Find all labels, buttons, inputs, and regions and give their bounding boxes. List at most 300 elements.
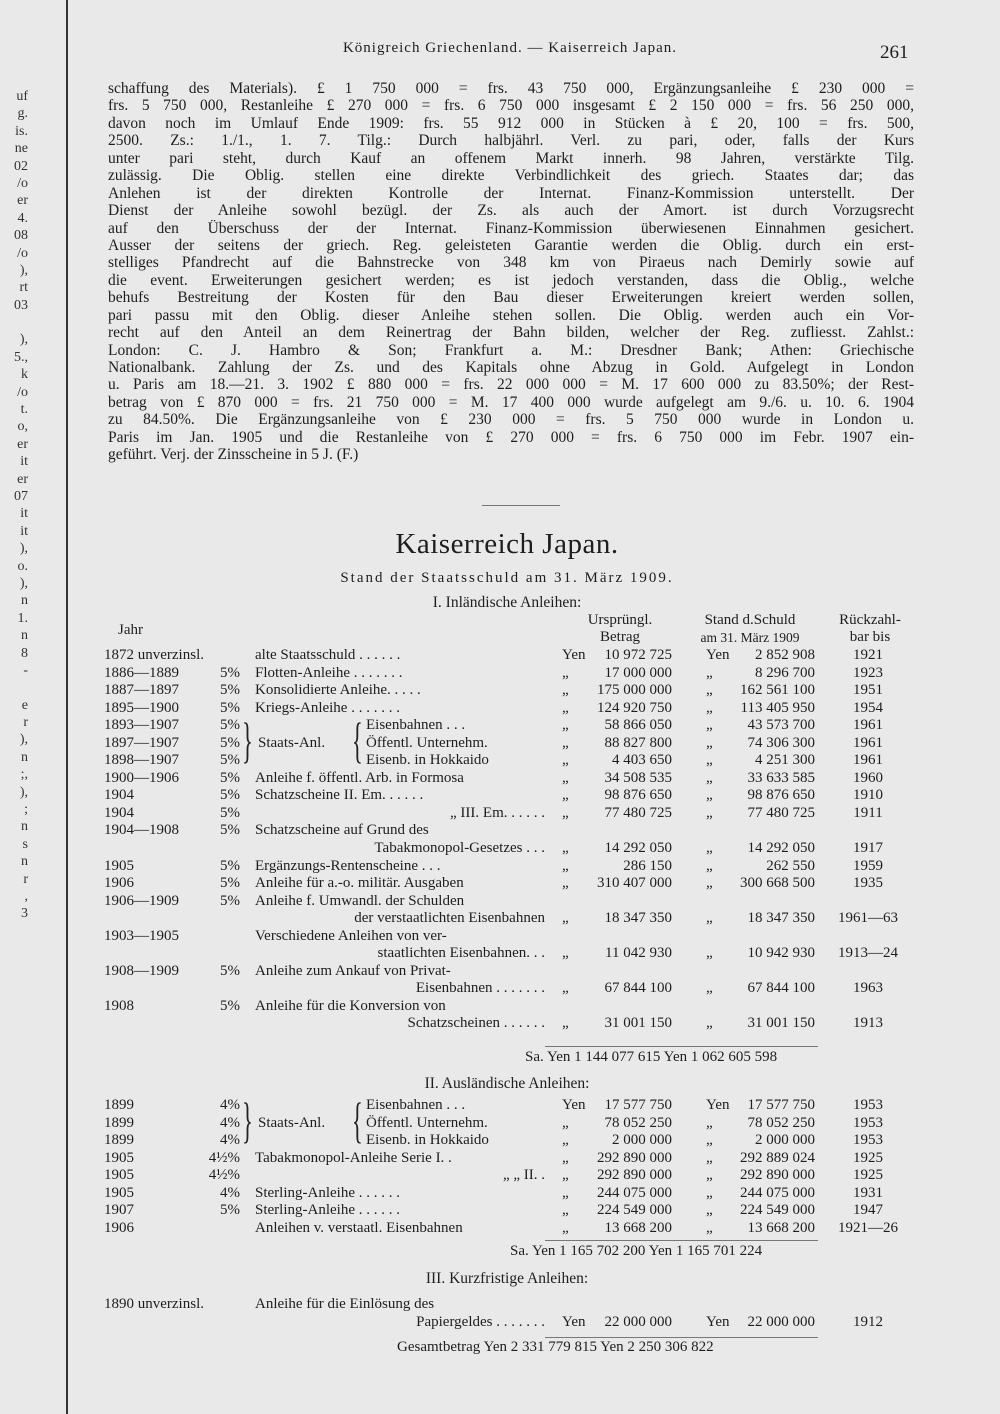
year-cell: 1898—1907 — [104, 752, 179, 769]
table-row — [0, 1296, 1000, 1314]
description-cell: Eisenb. in Hokkaido — [366, 1132, 489, 1149]
paragraph-line: recht auf den Anteil an dem Reinertrag der Bahn bilden, welcher der Reg. zufliesst. Zahlst.: — [108, 324, 914, 342]
currency-mark: „ — [562, 875, 569, 892]
table-row — [0, 858, 1000, 876]
paragraph-line: frs. 5 750 000, Restanleihe £ 270 000 = frs. 6 750 000 insgesamt £ 2 150 000 = frs. 56 250 000, — [108, 97, 914, 115]
margin-fragment: e — [21, 697, 28, 713]
rate-cell: 4½% — [208, 1167, 240, 1184]
repayable-cell: 1910 — [853, 787, 883, 804]
table-row — [0, 963, 1000, 981]
original-amount-cell: 98 876 650 — [604, 787, 672, 804]
outstanding-amount-cell: 22 000 000 — [747, 1313, 815, 1330]
description-cell: alte Staatsschuld . . . . . . — [255, 647, 401, 663]
rate-cell: 5% — [220, 962, 240, 979]
rate-cell: 5% — [220, 699, 240, 716]
currency-mark: „ — [706, 717, 713, 734]
rate-cell: 5% — [220, 857, 240, 874]
description-cell: Sterling-Anleihe . . . . . . — [255, 1202, 400, 1219]
table-row — [0, 770, 1000, 788]
original-amount-cell: 17 577 750 — [604, 1097, 672, 1113]
margin-fragment: er — [17, 436, 28, 452]
repayable-cell: 1960 — [853, 769, 883, 786]
margin-fragment: n — [21, 854, 28, 870]
currency-mark: „ — [562, 787, 569, 804]
description-cell: staatlichten Eisenbahnen. . . — [377, 945, 545, 962]
description-cell: Verschiedene Anleihen von ver- — [255, 927, 447, 944]
repayable-cell: 1913—24 — [838, 945, 898, 962]
currency-mark: „ — [562, 1184, 569, 1201]
description-cell: Anleihen v. verstaatl. Eisenbahnen — [255, 1219, 463, 1236]
margin-fragment: n — [21, 628, 28, 644]
header-outstanding-line2: am 31. März 1909 — [700, 630, 800, 645]
table-row — [0, 1185, 1000, 1203]
paragraph-line: Ausser der seitens der griech. Reg. geleisteten Garantie werden die Oblig. durch ein erst- — [108, 236, 914, 254]
rate-cell: 4% — [220, 1132, 240, 1149]
currency-mark: „ — [562, 699, 569, 716]
currency-mark: „ — [562, 734, 569, 751]
outstanding-amount-cell: 77 480 725 — [747, 804, 815, 821]
currency-mark: Yen — [562, 647, 586, 663]
paragraph-line: Anlehen ist der direkten Kontrolle der Internat. Finanz-Kommission unterstellt. Der — [108, 184, 914, 202]
right-brace-icon: } — [242, 712, 253, 769]
section-subtitle: Stand der Staatsschuld am 31. März 1909. — [340, 570, 674, 586]
margin-fragment — [0, 314, 28, 331]
section-divider — [482, 505, 560, 506]
currency-mark: Yen — [706, 1313, 730, 1330]
description-cell: Eisenbahnen . . . . . . . — [415, 980, 545, 997]
margin-fragment: ;, — [20, 767, 28, 783]
section1-sum: Sa. Yen 1 144 077 615 Yen 1 062 605 598 — [525, 1049, 778, 1065]
original-amount-cell: 22 000 000 — [604, 1313, 672, 1330]
currency-mark: „ — [706, 1015, 713, 1032]
outstanding-amount-cell: 292 889 024 — [740, 1149, 815, 1166]
margin-fragment: 8 — [21, 645, 28, 661]
margin-fragment: ), — [19, 332, 28, 348]
table-row — [0, 875, 1000, 893]
outstanding-amount-cell: 10 942 930 — [747, 945, 815, 962]
paragraph-line: stelliges Pfandrecht auf die Bahnstrecke von 348 km von Piraeus nach Demirly sowie auf — [108, 254, 914, 272]
currency-mark: Yen — [706, 647, 730, 663]
year-cell: 1899 — [104, 1132, 134, 1149]
repayable-cell: 1923 — [853, 664, 883, 681]
repayable-cell: 1953 — [853, 1114, 883, 1131]
outstanding-amount-cell: 18 347 350 — [747, 910, 815, 927]
original-amount-cell: 4 403 650 — [612, 752, 672, 769]
table-row — [0, 700, 1000, 718]
year-cell: 1908 — [104, 997, 134, 1014]
repayable-cell: 1963 — [853, 980, 883, 997]
margin-fragment: o. — [17, 558, 28, 574]
original-amount-cell: 224 549 000 — [597, 1202, 672, 1219]
outstanding-amount-cell: 162 561 100 — [740, 682, 815, 699]
margin-fragment: it — [20, 454, 28, 470]
original-amount-cell: 77 480 725 — [604, 804, 672, 821]
original-amount-cell: 78 052 250 — [604, 1114, 672, 1131]
description-cell: Öffentl. Unternehm. — [366, 734, 488, 751]
table-row — [0, 787, 1000, 805]
repayable-cell: 1911 — [853, 804, 883, 821]
margin-fragment: ), — [19, 541, 28, 557]
repayable-cell: 1921—26 — [838, 1219, 898, 1236]
table-row — [0, 893, 1000, 911]
currency-mark: „ — [706, 682, 713, 699]
margin-fragment: n — [21, 749, 28, 765]
margin-fragment: k — [21, 367, 28, 383]
paragraph-line: Paris im Jan. 1905 und die Restanleihe von £ 270 000 = frs. 6 750 000 im Febr. 1907 ein- — [108, 428, 914, 446]
currency-mark: Yen — [706, 1097, 730, 1113]
repayable-cell: 1935 — [853, 875, 883, 892]
outstanding-amount-cell: 98 876 650 — [747, 787, 815, 804]
outstanding-amount-cell: 14 292 050 — [747, 840, 815, 857]
currency-mark: „ — [706, 804, 713, 821]
section2-title: II. Ausländische Anleihen: — [424, 1075, 590, 1092]
description-cell: „ „ II. . — [502, 1167, 545, 1184]
year-cell: 1897—1907 — [104, 734, 179, 751]
description-cell: der verstaatlichten Eisenbahnen — [354, 910, 545, 927]
margin-fragment: r — [23, 871, 28, 887]
margin-fragment: er — [17, 471, 28, 487]
year-cell: 1900—1906 — [104, 769, 179, 786]
currency-mark: „ — [706, 980, 713, 997]
currency-mark: „ — [706, 945, 713, 962]
table-row — [0, 717, 1000, 735]
outstanding-amount-cell: 31 001 150 — [747, 1015, 815, 1032]
outstanding-amount-cell: 2 852 908 — [755, 647, 815, 663]
paragraph-line: behufs Bestreitung der Kosten für den Bau dieser Erweiterungen kreiert werden sollen, — [108, 289, 914, 307]
rate-cell: 5% — [220, 769, 240, 786]
outstanding-amount-cell: 8 296 700 — [755, 664, 815, 681]
description-cell: Flotten-Anleihe . . . . . . . — [255, 664, 403, 681]
currency-mark: „ — [706, 875, 713, 892]
section2-table — [0, 1092, 1000, 1237]
section3-title: III. Kurzfristige Anleihen: — [425, 1270, 589, 1287]
outstanding-amount-cell: 244 075 000 — [740, 1184, 815, 1201]
outstanding-amount-cell: 67 844 100 — [747, 980, 815, 997]
margin-fragment: 3 — [21, 906, 28, 922]
year-cell: 1907 — [104, 1202, 134, 1219]
year-cell: 1906 — [104, 875, 134, 892]
year-cell: 1904 — [104, 804, 134, 821]
original-amount-cell: 244 075 000 — [597, 1184, 672, 1201]
grand-total: Gesamtbetrag Yen 2 331 779 815 Yen 2 250 306 822 — [397, 1339, 714, 1355]
description-cell: Eisenbahnen . . . — [366, 717, 466, 734]
currency-mark: „ — [706, 857, 713, 874]
group-label: Staats-Anl. — [258, 1114, 326, 1131]
margin-fragment: ; — [24, 802, 28, 818]
repayable-cell: 1953 — [853, 1132, 883, 1149]
year-cell: 1887—1897 — [104, 682, 179, 699]
currency-mark: „ — [706, 1167, 713, 1184]
outstanding-amount-cell: 2 000 000 — [755, 1132, 815, 1149]
description-cell: Anleihe für die Einlösung des — [255, 1296, 435, 1312]
header-original-line1: Ursprüngl. — [587, 612, 653, 628]
description-cell: Kriegs-Anleihe . . . . . . . — [255, 699, 400, 716]
section1-title: I. Inländische Anleihen: — [432, 594, 582, 611]
description-cell: Sterling-Anleihe . . . . . . — [255, 1184, 400, 1201]
header-outstanding-line1: Stand d.Schuld — [704, 612, 796, 628]
original-amount-cell: 34 508 535 — [604, 769, 672, 786]
original-amount-cell: 10 972 725 — [604, 647, 672, 663]
description-cell: Schatzscheine II. Em. . . . . . — [255, 787, 424, 804]
margin-fragment: rt — [19, 280, 28, 296]
left-brace-icon: { — [352, 712, 363, 769]
description-cell: „ III. Em. . . . . . — [450, 804, 545, 821]
outstanding-amount-cell: 4 251 300 — [755, 752, 815, 769]
currency-mark: „ — [562, 1132, 569, 1149]
table-row — [0, 928, 1000, 946]
currency-mark: „ — [562, 945, 569, 962]
repayable-cell: 1913 — [853, 1015, 883, 1032]
currency-mark: „ — [706, 734, 713, 751]
original-amount-cell: 18 347 350 — [604, 910, 672, 927]
original-amount-cell: 11 042 930 — [605, 945, 672, 962]
description-cell: Ergänzungs-Rentenscheine . . . — [255, 857, 441, 874]
table-row — [0, 980, 1000, 998]
table-row — [0, 1015, 1000, 1033]
outstanding-amount-cell: 13 668 200 — [747, 1219, 815, 1236]
original-amount-cell: 13 668 200 — [604, 1219, 672, 1236]
original-amount-cell: 175 000 000 — [597, 682, 672, 699]
margin-fragment: , — [24, 888, 28, 904]
original-amount-cell: 88 827 800 — [604, 734, 672, 751]
repayable-cell: 1947 — [853, 1202, 883, 1219]
currency-mark: „ — [562, 717, 569, 734]
table-row — [0, 735, 1000, 753]
body-paragraph — [108, 80, 914, 464]
paragraph-line: die event. Erweiterungen gesichert werden; es ist jedoch verstanden, dass die Oblig., welche — [108, 271, 914, 289]
rate-cell: 5% — [220, 752, 240, 769]
paragraph-line: pari passu mit den Oblig. dieser Anleihe stehen sollen. Die Oblig. werden auch ein Vor- — [108, 306, 914, 324]
repayable-cell: 1925 — [853, 1167, 883, 1184]
original-amount-cell: 17 000 000 — [604, 664, 672, 681]
repayable-cell: 1961 — [853, 752, 883, 769]
original-amount-cell: 2 000 000 — [612, 1132, 672, 1149]
currency-mark: „ — [562, 1167, 569, 1184]
currency-mark: „ — [562, 752, 569, 769]
margin-fragment: 08 — [14, 228, 28, 244]
margin-fragment: s — [22, 836, 28, 852]
table-row — [0, 1097, 1000, 1115]
description-cell: Anleihe f. Umwandl. der Schulden — [255, 892, 465, 909]
paragraph-line: betrag von £ 870 000 = frs. 21 750 000 = M. 17 400 000 wurde aufgelegt am 9./6. u. 10. 6. 1904 — [108, 393, 914, 411]
margin-fragment: uf — [16, 89, 28, 104]
table-row — [0, 665, 1000, 683]
table-row — [0, 752, 1000, 770]
margin-fragment: ne — [14, 141, 28, 157]
currency-mark: „ — [706, 1114, 713, 1131]
outstanding-amount-cell: 17 577 750 — [747, 1097, 815, 1113]
repayable-cell: 1925 — [853, 1149, 883, 1166]
year-cell: 1905 — [104, 1184, 134, 1201]
header-repayable — [820, 612, 920, 646]
currency-mark: „ — [706, 699, 713, 716]
right-brace-icon: } — [242, 1092, 253, 1148]
rate-cell: 5% — [220, 717, 240, 734]
year-cell: 1906 — [104, 1219, 134, 1236]
outstanding-amount-cell: 224 549 000 — [740, 1202, 815, 1219]
currency-mark: „ — [562, 910, 569, 927]
group-label: Staats-Anl. — [258, 734, 326, 751]
currency-mark: „ — [706, 1132, 713, 1149]
section2-sum: Sa. Yen 1 165 702 200 Yen 1 165 701 224 — [510, 1243, 763, 1259]
description-cell: Tabakmonopol-Anleihe Serie I. . — [255, 1149, 452, 1166]
rate-cell: 5% — [220, 997, 240, 1014]
outstanding-amount-cell: 33 633 585 — [747, 769, 815, 786]
rate-cell: 4% — [220, 1184, 240, 1201]
margin-fragment: it — [20, 506, 28, 522]
currency-mark: Yen — [562, 1313, 586, 1330]
page-number: 261 — [880, 42, 909, 63]
rate-cell: 5% — [220, 787, 240, 804]
currency-mark: Yen — [562, 1097, 586, 1113]
rate-cell: 5% — [220, 664, 240, 681]
currency-mark: „ — [562, 664, 569, 681]
margin-fragment: 02 — [14, 158, 28, 174]
margin-fragment: n — [21, 593, 28, 609]
original-amount-cell: 124 920 750 — [597, 699, 672, 716]
currency-mark: „ — [706, 1219, 713, 1236]
margin-fragment: r — [23, 715, 28, 731]
table-row — [0, 1115, 1000, 1133]
currency-mark: „ — [562, 769, 569, 786]
rate-cell: 5% — [220, 682, 240, 699]
header-outstanding — [680, 612, 820, 646]
rate-cell: 5% — [220, 875, 240, 892]
year-cell: 1890 unverzinsl. — [104, 1296, 204, 1312]
paragraph-line: schaffung des Materials). £ 1 750 000 = frs. 43 750 000, Ergänzungsanleihe £ 230 000 = — [108, 80, 914, 97]
margin-fragment: 4. — [17, 210, 28, 226]
description-cell: Eisenbahnen . . . — [366, 1097, 466, 1113]
currency-mark: „ — [562, 1015, 569, 1032]
repayable-cell: 1951 — [853, 682, 883, 699]
description-cell: Anleihe f. öffentl. Arb. in Formosa — [255, 769, 464, 786]
table-row — [0, 1132, 1000, 1150]
paragraph-line: unter pari steht, durch Kauf an offenem Markt innerh. 98 Jahren, verstärkte Tilg. — [108, 149, 914, 167]
margin-fragment: 03 — [14, 297, 28, 313]
margin-fragment: n — [21, 819, 28, 835]
repayable-cell: 1953 — [853, 1097, 883, 1113]
description-cell: Tabakmonopol-Gesetzes . . . — [374, 840, 545, 857]
currency-mark: „ — [562, 1219, 569, 1236]
year-cell: 1906—1909 — [104, 892, 179, 909]
year-cell: 1905 — [104, 1167, 134, 1184]
currency-mark: „ — [706, 769, 713, 786]
outstanding-amount-cell: 262 550 — [766, 857, 815, 874]
description-cell: Anleihe für a.-o. militär. Ausgaben — [255, 875, 464, 892]
rate-cell: 5% — [220, 734, 240, 751]
margin-fragment: o, — [17, 419, 28, 435]
table-row — [0, 910, 1000, 928]
table-row — [0, 647, 1000, 665]
year-cell: 1899 — [104, 1114, 134, 1131]
paragraph-line: davon noch im Umlauf Ende 1909: frs. 55 912 000 in Stücken à £ 20, 100 = frs. 500, — [108, 114, 914, 132]
rate-cell: 5% — [220, 892, 240, 909]
outstanding-amount-cell: 74 306 300 — [747, 734, 815, 751]
header-repayable-line1: Rückzahl- — [839, 612, 901, 628]
paragraph-line: Nationalbank. Zahlung der Zs. und des Kapitals ohne Abzug in Gold. Aufgelegt in London — [108, 359, 914, 376]
margin-fragment: t. — [20, 402, 28, 418]
original-amount-cell: 286 150 — [623, 857, 672, 874]
repayable-cell: 1912 — [853, 1313, 883, 1330]
margin-fragment: it — [20, 523, 28, 539]
rate-cell: 5% — [220, 1202, 240, 1219]
currency-mark: „ — [706, 787, 713, 804]
table-row — [0, 682, 1000, 700]
repayable-cell: 1961 — [853, 734, 883, 751]
rate-cell: 4% — [220, 1114, 240, 1131]
margin-fragment: g. — [17, 106, 28, 122]
original-amount-cell: 292 890 000 — [597, 1167, 672, 1184]
paragraph-line: London: C. J. Hambro & Son; Frankfurt a. M.: Dresdner Bank; Athen: Griechische — [108, 341, 914, 359]
description-cell: Schatzscheinen . . . . . . — [407, 1015, 545, 1032]
margin-fragment: ), — [19, 575, 28, 591]
margin-fragment: 1. — [17, 610, 28, 626]
currency-mark: „ — [562, 980, 569, 997]
table-row — [0, 1314, 1000, 1332]
description-cell: Öffentl. Unternehm. — [366, 1114, 488, 1131]
outstanding-amount-cell: 43 573 700 — [747, 717, 815, 734]
header-original-amount — [560, 612, 680, 646]
original-amount-cell: 292 890 000 — [597, 1149, 672, 1166]
currency-mark: „ — [706, 840, 713, 857]
margin-fragment: - — [23, 662, 28, 678]
margin-fragment: er — [17, 193, 28, 209]
year-cell: 1893—1907 — [104, 717, 179, 734]
table-row — [0, 1150, 1000, 1168]
original-amount-cell: 58 866 050 — [604, 717, 672, 734]
margin-fragment: /o — [17, 384, 28, 400]
table-row — [0, 1220, 1000, 1238]
sum-rule — [545, 1337, 818, 1338]
year-cell: 1872 unverzinsl. — [104, 647, 204, 663]
margin-fragment: 5., — [14, 349, 28, 365]
margin-fragment: /o — [17, 245, 28, 261]
table-row — [0, 840, 1000, 858]
description-cell: Anleihe zum Ankauf von Privat- — [255, 962, 451, 979]
header-original-line2: Betrag — [600, 629, 640, 645]
margin-fragment: ), — [19, 784, 28, 800]
margin-fragment: /o — [17, 175, 28, 191]
table-row — [0, 822, 1000, 840]
left-brace-icon: { — [352, 1092, 363, 1148]
year-cell: 1895—1900 — [104, 699, 179, 716]
currency-mark: „ — [706, 1149, 713, 1166]
year-cell: 1905 — [104, 857, 134, 874]
currency-mark: „ — [562, 857, 569, 874]
rate-cell: 4% — [220, 1097, 240, 1113]
currency-mark: „ — [562, 840, 569, 857]
paragraph-line: 2500. Zs.: 1./1., 1. 7. Tilg.: Durch halbjährl. Verl. zu pari, oder, falls der Kurs — [108, 132, 914, 150]
header-repayable-line2: bar bis — [849, 629, 891, 645]
year-cell: 1886—1889 — [104, 664, 179, 681]
paragraph-line: geführt. Verj. der Zinsscheine in 5 J. (F.) — [108, 446, 359, 464]
currency-mark: „ — [706, 664, 713, 681]
currency-mark: „ — [562, 804, 569, 821]
margin-fragment: 07 — [14, 488, 28, 504]
outstanding-amount-cell: 300 668 500 — [740, 875, 815, 892]
original-amount-cell: 31 001 150 — [604, 1015, 672, 1032]
repayable-cell: 1921 — [853, 647, 883, 663]
header-year: Jahr — [118, 622, 143, 638]
year-cell: 1899 — [104, 1097, 134, 1113]
sum-rule — [545, 1240, 818, 1241]
currency-mark: „ — [562, 1149, 569, 1166]
year-cell: 1903—1905 — [104, 927, 179, 944]
year-cell: 1904 — [104, 787, 134, 804]
original-amount-cell: 310 407 000 — [597, 875, 672, 892]
repayable-cell: 1954 — [853, 699, 883, 716]
outstanding-amount-cell: 292 890 000 — [740, 1167, 815, 1184]
